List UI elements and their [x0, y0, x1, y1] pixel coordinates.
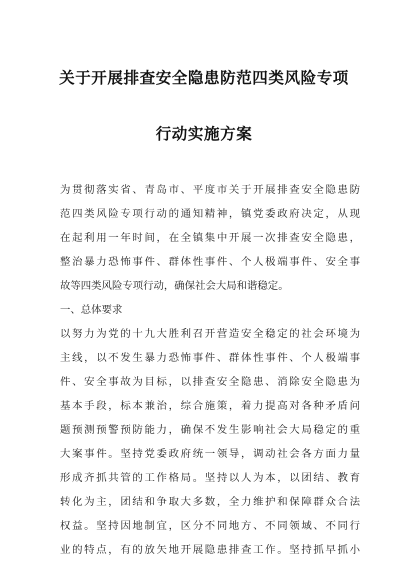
body-line: 件、安全事故为目标，以排查安全隐患、消除安全隐患为 [60, 376, 360, 388]
body-line: 题预测预警预防能力，确保不发生影响社会大局稳定的重 [60, 424, 360, 436]
body-line: 大案事件。坚持党委政府统一领导，调动社会各方面力量 [60, 448, 360, 460]
body-line: 以努力为党的十九大胜利召开营造安全稳定的社会环境为 [60, 328, 360, 340]
body-line: 基本手段，标本兼治，综合施策，着力提高对各种矛盾问 [60, 400, 360, 412]
body-line: 故等四类风险专项行动，确保社会大局和谐稳定。 [60, 280, 289, 292]
body-line: 在起利用一年时间，在全镇集中开展一次排查安全隐患， [60, 232, 360, 244]
section-heading: 一、总体要求 [60, 304, 123, 316]
body-line: 形成齐抓共管的工作格局。坚持以人为本，以团结、教育 [60, 472, 360, 484]
body-line: 为贯彻落实省、青岛市、平度市关于开展排查安全隐患防 [60, 184, 360, 196]
body-line: 整治暴力恐怖事件、群体性事件、个人极端事件、安全事 [60, 256, 360, 268]
body-line: 权益。坚持因地制宜，区分不同地方、不同领域、不同行 [60, 520, 360, 532]
body-line: 业的特点，有的放矢地开展隐患排查工作。坚持抓早抓小 [60, 544, 360, 556]
body-line: 范四类风险专项行动的通知精神，镇党委政府决定，从现 [60, 208, 360, 220]
body-line: 主线，以不发生暴力恐怖事件、群体性事件、个人极端事 [60, 352, 360, 364]
document-title-line-1: 关于开展排查安全隐患防范四类风险专项 [59, 69, 349, 87]
document-title-line-2: 行动实施方案 [155, 125, 253, 143]
body-line: 转化为主，团结和争取大多数，全力维护和保障群众合法 [60, 496, 360, 508]
